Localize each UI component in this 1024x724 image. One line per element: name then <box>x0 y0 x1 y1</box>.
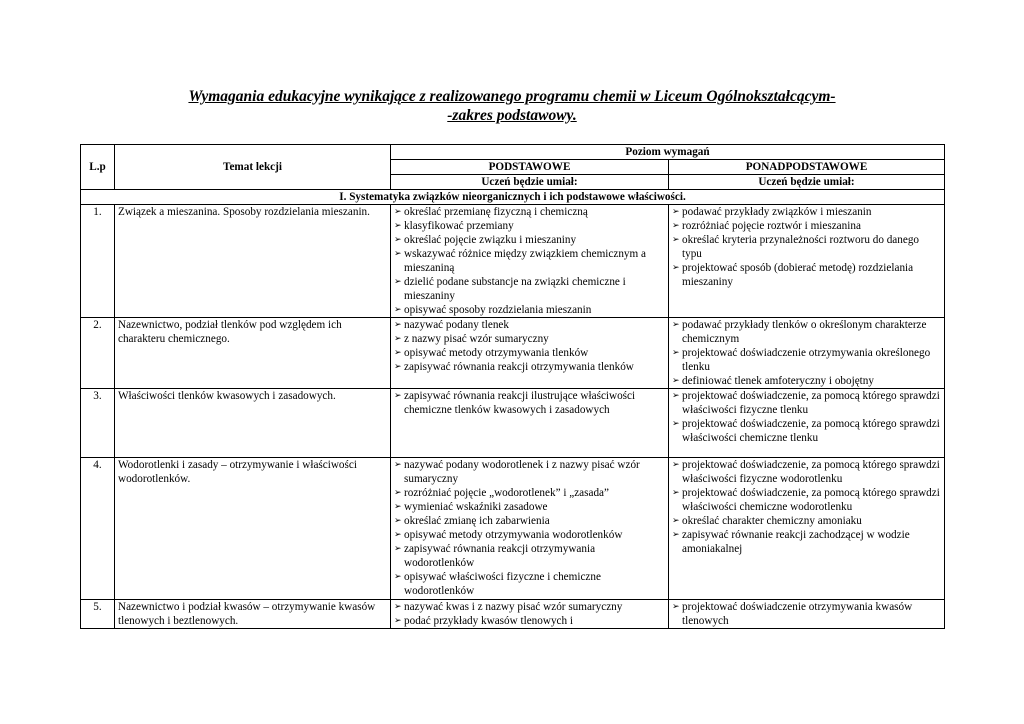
list-item: ➢ opisywać sposoby rozdzielania mieszanin <box>394 303 665 317</box>
lesson-topic: Nazewnictwo, podział tlenków pod względem ich charakteru chemicznego. <box>115 318 391 389</box>
row-number: 1. <box>81 205 115 318</box>
list-item: ➢ zapisywać równanie reakcji zachodzącej w wodzie amoniakalnej <box>672 528 941 556</box>
advanced-requirements <box>669 600 945 629</box>
list-item: ➢ opisywać metody otrzymywania wodorotlenków <box>394 528 665 542</box>
list-item: ➢ nazywać podany wodorotlenek i z nazwy pisać wzór sumaryczny <box>394 458 665 486</box>
section-heading: I. Systematyka związków nieorganicznych i ich podstawowe właściwości. <box>81 190 945 205</box>
row-number: 3. <box>81 389 115 458</box>
title-line-2: -zakres podstawowy. <box>447 107 577 124</box>
list-item: ➢ rozróżniać pojęcie roztwór i mieszanina <box>672 219 941 233</box>
row-number: 2. <box>81 318 115 389</box>
table-row <box>81 318 945 389</box>
list-item: ➢ zapisywać równania reakcji ilustrujące właściwości chemiczne tlenków kwasowych i zasadowych <box>394 389 665 417</box>
list-item: ➢ projektować doświadczenie, za pomocą którego sprawdzi właściwości chemiczne wodorotlenku <box>672 486 941 514</box>
header-level: Poziom wymagań <box>391 145 945 160</box>
list-item: ➢ określać charakter chemiczny amoniaku <box>672 514 941 528</box>
list-item: ➢ projektować doświadczenie otrzymywania określonego tlenku <box>672 346 941 374</box>
list-item: ➢ definiować tlenek amfoteryczny i obojętny <box>672 374 941 388</box>
list-item: ➢ podawać przykłady tlenków o określonym charakterze chemicznym <box>672 318 941 346</box>
header-lp: L.p <box>81 145 115 190</box>
basic-requirements <box>391 458 669 600</box>
table-row <box>81 389 945 458</box>
list-item: ➢ podać przykłady kwasów tlenowych i <box>394 614 665 628</box>
table-row <box>81 458 945 600</box>
basic-requirements <box>391 205 669 318</box>
header-basic: PODSTAWOWE <box>391 160 669 175</box>
header-basic-sub: Uczeń będzie umiał: <box>391 175 669 190</box>
list-item: ➢ wskazywać różnice między związkiem chemicznym a mieszaniną <box>394 247 665 275</box>
lesson-topic: Nazewnictwo i podział kwasów – otrzymywanie kwasów tlenowych i beztlenowych. <box>115 600 391 629</box>
list-item: ➢ projektować doświadczenie, za pomocą którego sprawdzi właściwości fizyczne tlenku <box>672 389 941 417</box>
advanced-requirements-list <box>672 389 941 445</box>
list-item: ➢ projektować doświadczenie, za pomocą którego sprawdzi właściwości chemiczne tlenku <box>672 417 941 445</box>
list-item: ➢ wymieniać wskaźniki zasadowe <box>394 500 665 514</box>
list-item: ➢ z nazwy pisać wzór sumaryczny <box>394 332 665 346</box>
list-item: ➢ nazywać podany tlenek <box>394 318 665 332</box>
requirements-table <box>80 144 945 629</box>
advanced-requirements <box>669 205 945 318</box>
basic-requirements <box>391 600 669 629</box>
header-topic: Temat lekcji <box>115 145 391 190</box>
list-item: ➢ określać przemianę fizyczną i chemiczną <box>394 205 665 219</box>
list-item: ➢ dzielić podane substancje na związki chemiczne i mieszaniny <box>394 275 665 303</box>
table-row <box>81 600 945 629</box>
list-item: ➢ zapisywać równania reakcji otrzymywania wodorotlenków <box>394 542 665 570</box>
basic-requirements-list <box>394 318 665 374</box>
list-item: ➢ projektować doświadczenie, za pomocą którego sprawdzi właściwości fizyczne wodorotlenku <box>672 458 941 486</box>
advanced-requirements-list <box>672 600 941 628</box>
row-number: 4. <box>81 458 115 600</box>
advanced-requirements <box>669 458 945 600</box>
basic-requirements-list <box>394 205 665 317</box>
title-line-1: Wymagania edukacyjne wynikające z realizowanego programu chemii w Liceum Ogólnokształcącym- <box>188 88 836 105</box>
basic-requirements <box>391 318 669 389</box>
document-title <box>80 87 944 125</box>
table-row <box>81 205 945 318</box>
list-item: ➢ określać zmianę ich zabarwienia <box>394 514 665 528</box>
list-item: ➢ projektować doświadczenie otrzymywania kwasów tlenowych <box>672 600 941 628</box>
advanced-requirements <box>669 318 945 389</box>
list-item: ➢ projektować sposób (dobierać metodę) rozdzielania mieszaniny <box>672 261 941 289</box>
header-advanced: PONADPODSTAWOWE <box>669 160 945 175</box>
list-item: ➢ zapisywać równania reakcji otrzymywania tlenków <box>394 360 665 374</box>
basic-requirements <box>391 389 669 458</box>
list-item: ➢ określać pojęcie związku i mieszaniny <box>394 233 665 247</box>
lesson-topic: Wodorotlenki i zasady – otrzymywanie i właściwości wodorotlenków. <box>115 458 391 600</box>
advanced-requirements <box>669 389 945 458</box>
basic-requirements-list <box>394 389 665 417</box>
list-item: ➢ podawać przykłady związków i mieszanin <box>672 205 941 219</box>
advanced-requirements-list <box>672 318 941 388</box>
list-item: ➢ klasyfikować przemiany <box>394 219 665 233</box>
list-item: ➢ opisywać metody otrzymywania tlenków <box>394 346 665 360</box>
list-item: ➢ opisywać właściwości fizyczne i chemiczne wodorotlenków <box>394 570 665 598</box>
list-item: ➢ określać kryteria przynależności roztworu do danego typu <box>672 233 941 261</box>
list-item: ➢ nazywać kwas i z nazwy pisać wzór sumaryczny <box>394 600 665 614</box>
list-item: ➢ rozróżniać pojęcie „wodorotlenek” i „zasada” <box>394 486 665 500</box>
basic-requirements-list <box>394 600 665 628</box>
lesson-topic: Właściwości tlenków kwasowych i zasadowych. <box>115 389 391 458</box>
row-number: 5. <box>81 600 115 629</box>
basic-requirements-list <box>394 458 665 598</box>
header-advanced-sub: Uczeń będzie umiał: <box>669 175 945 190</box>
advanced-requirements-list <box>672 458 941 556</box>
advanced-requirements-list <box>672 205 941 289</box>
lesson-topic: Związek a mieszanina. Sposoby rozdzielania mieszanin. <box>115 205 391 318</box>
